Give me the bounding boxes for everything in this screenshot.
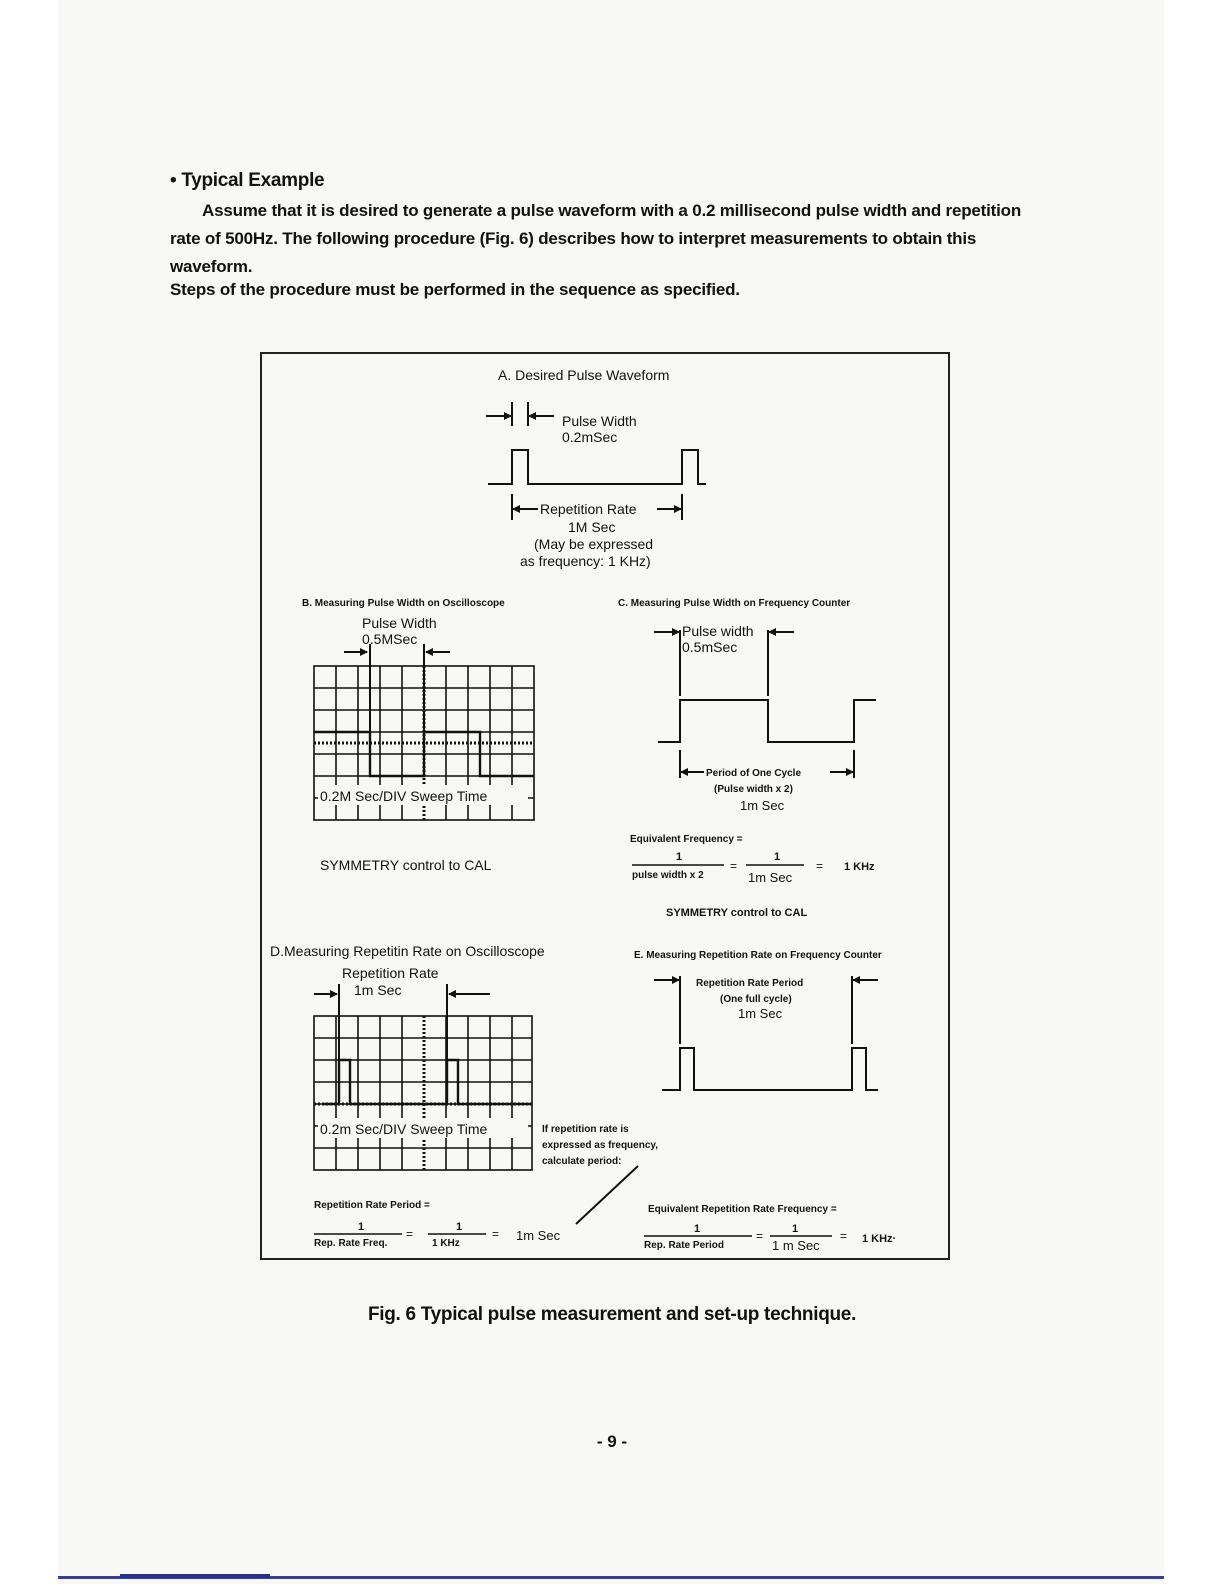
- intro-paragraph: [170, 197, 1038, 281]
- panel-c-equals-1: =: [730, 859, 738, 873]
- panel-c-eq-freq-label: Equivalent Frequency =: [630, 834, 743, 845]
- panel-c-equals-2: =: [816, 859, 824, 873]
- panel-d-denominator-1: Rep. Rate Freq.: [314, 1238, 388, 1249]
- panel-d-note-line2: expressed as frequency,: [542, 1140, 658, 1151]
- panel-a-rep-rate-value: 1M Sec: [568, 519, 616, 535]
- intro-text: Assume that it is desired to generate a pulse waveform with a 0.2 millisecond pulse width and repetition rate of 500Hz. The following procedure (Fig. 6) describes how to interpret measurements to obtain this waveform.: [170, 201, 1022, 276]
- panel-d-numerator-2: 1: [456, 1221, 463, 1233]
- panel-d-equals-2: =: [492, 1227, 500, 1241]
- panel-e-waveform: [662, 1048, 878, 1090]
- panel-c-title: C. Measuring Pulse Width on Frequency Counter: [618, 598, 851, 609]
- panel-e-period-sub: (One full cycle): [720, 994, 792, 1005]
- panel-e-period-value: 1m Sec: [738, 1006, 783, 1021]
- panel-d-equals-1: =: [406, 1227, 414, 1241]
- panel-a-pulse-width-value: 0.2mSec: [562, 429, 618, 445]
- panel-e-equals-2: =: [840, 1229, 848, 1243]
- panel-b-title: B. Measuring Pulse Width on Oscilloscope: [302, 598, 505, 609]
- panel-b-pulse-width-label: Pulse Width: [362, 615, 437, 631]
- panel-d-title: D.Measuring Repetitin Rate on Oscilloscope: [270, 943, 545, 959]
- panel-a-expressed-line2: as frequency: 1 KHz): [520, 553, 651, 569]
- figure-caption: Fig. 6 Typical pulse measurement and set-up technique.: [367, 1304, 857, 1325]
- panel-e-eq-label: Equivalent Repetition Rate Frequency =: [648, 1204, 837, 1215]
- panel-e-numerator-2: 1: [792, 1223, 799, 1235]
- panel-e-equals-1: =: [756, 1229, 764, 1243]
- panel-c-denominator-1: pulse width x 2: [632, 870, 704, 881]
- figure-box: [260, 352, 950, 1260]
- panel-e-period-label: Repetition Rate Period: [696, 978, 804, 989]
- panel-b-symmetry: SYMMETRY control to CAL: [320, 857, 492, 873]
- figure-drawing: [262, 354, 948, 1258]
- panel-e-denominator-1: Rep. Rate Period: [644, 1240, 725, 1251]
- bottom-rule-accent: [120, 1574, 270, 1578]
- panel-b-sweep-label: 0.2M Sec/DIV Sweep Time: [320, 788, 488, 804]
- panel-c-pulse-width-value: 0.5mSec: [682, 639, 738, 655]
- panel-e-result: 1 KHz·: [862, 1233, 897, 1245]
- panel-e-title: E. Measuring Repetition Rate on Frequency Counter: [634, 950, 882, 961]
- panel-c-period-label: Period of One Cycle: [706, 768, 802, 779]
- panel-d-pointer-line: [576, 1166, 638, 1224]
- panel-d-rep-value: 1m Sec: [354, 982, 402, 998]
- panel-c-period-sub: (Pulse width x 2): [714, 784, 793, 795]
- panel-d-numerator-1: 1: [358, 1221, 365, 1233]
- panel-d-note-line3: calculate period:: [542, 1156, 622, 1167]
- panel-e-denominator-2: 1 m Sec: [772, 1238, 820, 1253]
- panel-b-pulse-width-value: 0.5MSec: [362, 631, 418, 647]
- panel-d-result: 1m Sec: [516, 1228, 561, 1243]
- panel-c-numerator-2: 1: [774, 851, 781, 863]
- panel-d-rep-label: Repetition Rate: [342, 965, 439, 981]
- panel-c-denominator-2: 1m Sec: [748, 870, 793, 885]
- page-number: - 9 -: [596, 1432, 628, 1451]
- steps-note: Steps of the procedure must be performed in the sequence as specified.: [170, 280, 740, 299]
- panel-c-waveform: [658, 700, 876, 742]
- panel-c-pulse-width-label: Pulse width: [682, 623, 754, 639]
- panel-a-rep-rate-label: Repetition Rate: [540, 501, 637, 517]
- panel-d-scope-grid: [314, 1016, 532, 1170]
- panel-a-pulse-width-label: Pulse Width: [562, 413, 637, 429]
- panel-c-numerator-1: 1: [676, 851, 683, 863]
- panel-a-expressed-line1: (May be expressed: [534, 536, 654, 552]
- panel-d-sweep-label: 0.2m Sec/DIV Sweep Time: [320, 1121, 488, 1137]
- panel-e-numerator-1: 1: [694, 1223, 701, 1235]
- section-heading: • Typical Example: [170, 170, 325, 191]
- panel-d-period-label: Repetition Rate Period =: [314, 1200, 430, 1211]
- panel-d-note-line1: If repetition rate is: [542, 1124, 629, 1135]
- panel-c-symmetry: SYMMETRY control to CAL: [666, 907, 808, 919]
- panel-a-waveform: [488, 450, 706, 484]
- panel-a-title: A. Desired Pulse Waveform: [498, 367, 670, 383]
- panel-c-period-value: 1m Sec: [740, 798, 785, 813]
- panel-c-result: 1 KHz: [844, 861, 875, 873]
- panel-d-denominator-2: 1 KHz: [432, 1238, 460, 1249]
